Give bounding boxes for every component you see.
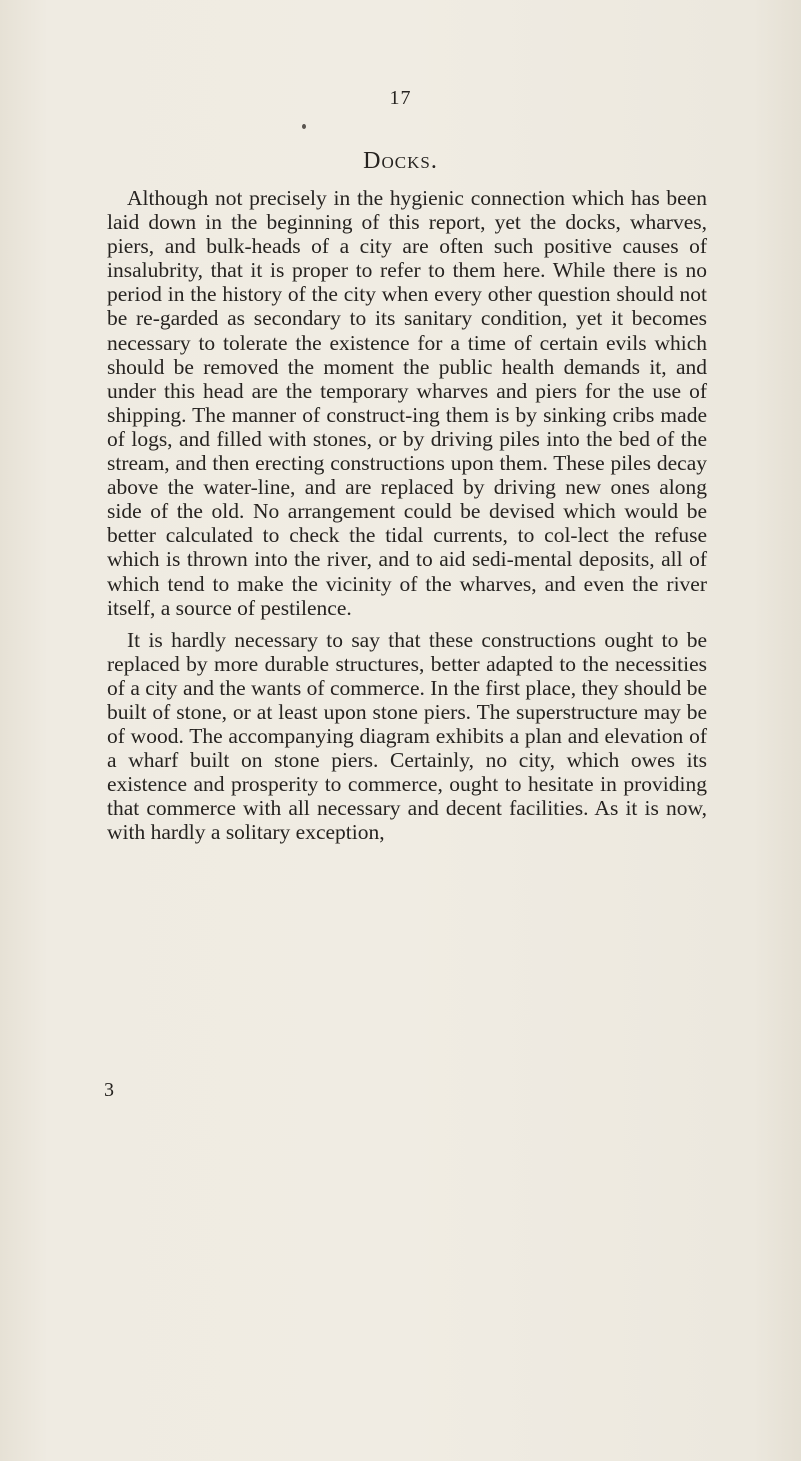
signature-mark: 3 <box>104 1079 114 1101</box>
paragraph: Although not precisely in the hygienic connection which has been laid down in the beginning of this report, yet the docks, wharves, piers, and bulk-heads of a city are often such positive causes of insalubrity, that it is proper to refer to them here. While there is no period in the history of the city when every other question should not be re-garded as secondary to its sanitary condition, yet it becomes necessary to tolerate the existence for a time of certain evils which should be removed the moment the public health demands it, and under this head are the temporary wharves and piers for the use of shipping. The manner of construct-ing them is by sinking cribs made of logs, and filled with stones, or by driving piles into the bed of the stream, and then erecting constructions upon them. These piles decay above the water-line, and are replaced by driving new ones along side of the old. No arrangement could be devised which would be better calculated to check the tidal currents, to col-lect the refuse which is thrown into the river, and to aid sedi-mental deposits, all of which tend to make the vicinity of the wharves, and even the river itself, a source of pestilence. <box>107 186 707 620</box>
page-number: 17 <box>389 87 412 109</box>
section-heading: Docks. <box>363 148 438 174</box>
body-text <box>107 186 707 845</box>
paragraph: It is hardly necessary to say that these constructions ought to be replaced by more durable structures, better adapted to the necessities of a city and the wants of commerce. In the first place, they should be built of stone, or at least upon stone piers. The superstructure may be of wood. The accompanying diagram exhibits a plan and elevation of a wharf built on stone piers. Certainly, no city, which owes its existence and prosperity to commerce, ought to hesitate in providing that commerce with all necessary and decent facilities. As it is now, with hardly a solitary exception, <box>107 627 707 845</box>
ink-speck <box>302 124 306 129</box>
